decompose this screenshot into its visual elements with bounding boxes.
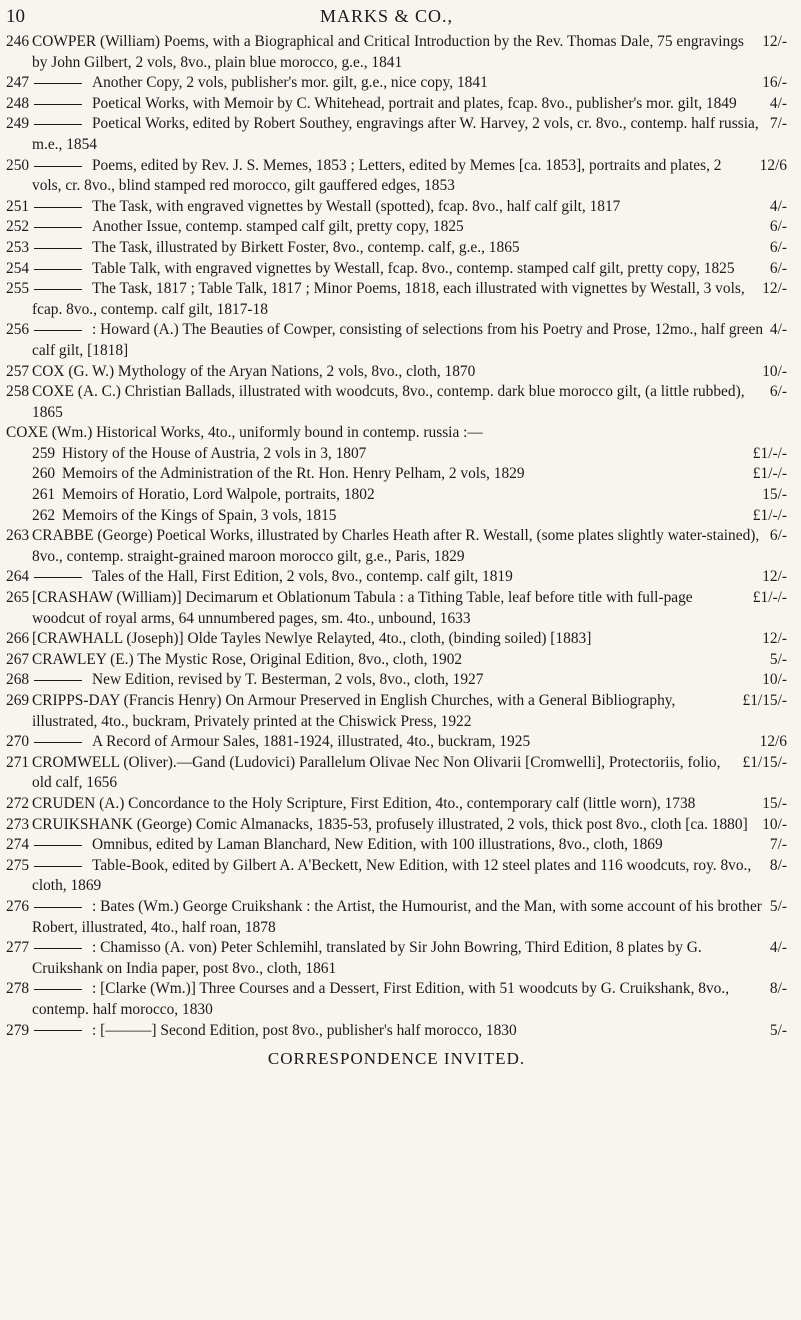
catalogue-entry bbox=[6, 382, 787, 423]
entry-number: 248 bbox=[6, 94, 30, 112]
ditto-rule bbox=[34, 248, 82, 249]
entry-number: 261 bbox=[32, 486, 56, 504]
entry-body bbox=[32, 815, 787, 836]
entry-body bbox=[32, 938, 787, 979]
entry-number: 260 bbox=[32, 465, 56, 483]
footer-note: CORRESPONDENCE INVITED. bbox=[267, 1049, 526, 1069]
entry-price: 15/- bbox=[762, 486, 787, 504]
entry-body bbox=[32, 691, 787, 732]
entry-price: 16/- bbox=[762, 74, 787, 92]
catalogue-entry bbox=[6, 938, 787, 979]
entry-body bbox=[32, 32, 787, 73]
entry-text: CRUIKSHANK (George) Comic Almanacks, 1835-53, profusely illustrated, 2 vols, thick post 8vo., cloth [ca. 1880] bbox=[32, 815, 748, 833]
entry-price: 12/- bbox=[762, 280, 787, 298]
catalogue-entry bbox=[6, 1021, 787, 1042]
entry-body bbox=[32, 526, 787, 567]
catalogue-entry bbox=[6, 73, 787, 94]
entry-text: Poems, edited by Rev. J. S. Memes, 1853 ; Letters, edited by Memes [ca. 1853], portraits and plates, 2 vols, cr. 8vo., blind stamped red morocco, gilt gauffered edges, 1853 bbox=[32, 156, 722, 195]
entry-price: 12/- bbox=[762, 630, 787, 648]
entry-number: 271 bbox=[6, 753, 30, 771]
entry-body bbox=[58, 464, 787, 485]
entry-body bbox=[32, 753, 787, 794]
entry-price: 6/- bbox=[769, 218, 787, 236]
catalogue-entry bbox=[6, 629, 787, 650]
catalogue-entry bbox=[6, 794, 787, 815]
entry-body bbox=[32, 670, 787, 691]
page-header bbox=[6, 6, 787, 30]
entry-price: 6/- bbox=[769, 527, 787, 545]
entry-text: CRABBE (George) Poetical Works, illustrated by Charles Heath after R. Westall, (some plates slightly water-stained), 8vo., contemp. straight-grained maroon morocco gilt, g.e., Paris, 1829 bbox=[32, 527, 760, 565]
entry-body bbox=[32, 94, 787, 115]
ditto-rule bbox=[34, 907, 82, 908]
entry-body bbox=[32, 835, 787, 856]
catalogue-entry bbox=[6, 114, 787, 155]
entry-price: 4/- bbox=[769, 197, 787, 215]
catalogue-entry bbox=[6, 650, 787, 671]
entry-number: 266 bbox=[6, 630, 30, 648]
entry-number: 272 bbox=[6, 794, 30, 812]
entry-number: 278 bbox=[6, 980, 30, 998]
catalogue-entry bbox=[6, 279, 787, 320]
entry-body bbox=[58, 485, 787, 506]
entry-text: CRAWLEY (E.) The Mystic Rose, Original Edition, 8vo., cloth, 1902 bbox=[32, 650, 463, 668]
entry-price: £1/15/- bbox=[742, 692, 787, 709]
ditto-rule bbox=[34, 269, 82, 270]
entry-body bbox=[32, 320, 787, 361]
entry-text: The Task, 1817 ; Table Talk, 1817 ; Minor Poems, 1818, each illustrated with vignettes by Westall, 3 vols, fcap. 8vo., contemp. calf gilt, 1817-18 bbox=[32, 280, 745, 318]
entry-body bbox=[32, 897, 787, 938]
entry-price: 15/- bbox=[762, 794, 787, 812]
catalogue-entry bbox=[6, 732, 787, 753]
catalogue-entry bbox=[6, 670, 787, 691]
entry-number: 259 bbox=[32, 444, 56, 462]
catalogue-entry bbox=[6, 362, 787, 383]
catalogue-entry bbox=[6, 856, 787, 897]
entry-text: Memoirs of the Administration of the Rt. Hon. Henry Pelham, 2 vols, 1829 bbox=[62, 465, 525, 483]
entry-text: : [———] Second Edition, post 8vo., publisher's half morocco, 1830 bbox=[92, 1021, 517, 1039]
catalogue-entry bbox=[6, 691, 787, 732]
entry-number: 265 bbox=[6, 589, 30, 607]
entry-body bbox=[32, 279, 787, 320]
ditto-rule bbox=[34, 866, 82, 867]
catalogue-entry bbox=[6, 506, 787, 527]
entry-number: 251 bbox=[6, 197, 30, 215]
entry-text: [CRASHAW (William)] Decimarum et Oblationum Tabula : a Tithing Table, leaf before title with full-page woodcut of royal arms, 64 unnumbered pages, sm. 4to., unbound, 1633 bbox=[32, 589, 693, 627]
entry-price: 12/6 bbox=[759, 156, 787, 174]
catalogue-entry bbox=[6, 217, 787, 238]
catalogue-entry bbox=[6, 238, 787, 259]
catalogue-entry bbox=[6, 94, 787, 115]
catalogue-entry bbox=[6, 897, 787, 938]
catalogue-entry bbox=[6, 485, 787, 506]
entry-price: 10/- bbox=[762, 815, 787, 833]
catalogue-entry bbox=[6, 423, 787, 444]
entry-price: 12/- bbox=[762, 568, 787, 586]
entry-body bbox=[58, 506, 787, 527]
entry-price: 7/- bbox=[769, 115, 787, 133]
entry-price: 6/- bbox=[769, 259, 787, 277]
entry-price: 12/6 bbox=[759, 733, 787, 751]
entry-text: COX (G. W.) Mythology of the Aryan Nations, 2 vols, 8vo., cloth, 1870 bbox=[32, 362, 476, 380]
entry-number: 254 bbox=[6, 259, 30, 277]
entry-number: 270 bbox=[6, 733, 30, 751]
entry-body bbox=[32, 650, 787, 671]
entry-text: Table-Book, edited by Gilbert A. A'Beckett, New Edition, with 12 steel plates and 116 woodcuts, roy. 8vo., cloth, 1869 bbox=[32, 856, 752, 895]
entry-body bbox=[32, 979, 787, 1020]
entry-body bbox=[32, 197, 787, 218]
entry-number: 269 bbox=[6, 692, 30, 709]
page-number: 10 bbox=[6, 6, 25, 27]
entry-price: 6/- bbox=[769, 383, 787, 401]
entry-body bbox=[32, 259, 787, 280]
entry-text: Tales of the Hall, First Edition, 2 vols, 8vo., contemp. calf gilt, 1819 bbox=[92, 568, 513, 586]
catalogue-entry bbox=[6, 753, 787, 794]
ditto-rule bbox=[34, 948, 82, 949]
entry-price: 8/- bbox=[769, 856, 787, 874]
entry-number: 246 bbox=[6, 33, 30, 50]
entry-body bbox=[32, 114, 787, 155]
entry-text: CROMWELL (Oliver).—Gand (Ludovici) Parallelum Olivae Nec Non Olivarii [Cromwelli], Protectoriis, folio, old calf, 1656 bbox=[32, 753, 721, 792]
entry-number: 258 bbox=[6, 383, 30, 401]
entry-price: £1/-/- bbox=[752, 589, 787, 607]
entry-body bbox=[32, 362, 787, 383]
entry-text: : [Clarke (Wm.)] Three Courses and a Dessert, First Edition, with 51 woodcuts by G. Cruikshank, 8vo., contemp. half morocco, 1830 bbox=[32, 980, 730, 1018]
entry-price: 8/- bbox=[769, 980, 787, 998]
ditto-rule bbox=[34, 845, 82, 846]
catalogue-entry bbox=[6, 156, 787, 197]
entry-number: 273 bbox=[6, 815, 30, 833]
entry-text: Omnibus, edited by Laman Blanchard, New Edition, with 100 illustrations, 8vo., cloth, 1869 bbox=[92, 836, 663, 854]
entry-body bbox=[32, 856, 787, 897]
catalogue-entry bbox=[6, 835, 787, 856]
catalogue-entry bbox=[6, 567, 787, 588]
ditto-rule bbox=[34, 1030, 82, 1031]
entry-text: CRUDEN (A.) Concordance to the Holy Scripture, First Edition, 4to., contemporary calf (little worn), 1738 bbox=[32, 794, 696, 812]
entry-body bbox=[32, 588, 787, 629]
ditto-rule bbox=[34, 289, 82, 290]
catalogue-entry bbox=[6, 259, 787, 280]
entry-number: 257 bbox=[6, 362, 30, 380]
entry-text: A Record of Armour Sales, 1881-1924, illustrated, 4to., buckram, 1925 bbox=[92, 733, 531, 751]
entry-number: 263 bbox=[6, 527, 30, 545]
entry-text: Another Issue, contemp. stamped calf gilt, pretty copy, 1825 bbox=[92, 218, 464, 236]
catalogue-entry bbox=[6, 815, 787, 836]
entry-price: 12/- bbox=[762, 33, 787, 50]
entry-text: : Howard (A.) The Beauties of Cowper, consisting of selections from his Poetry and Prose, 12mo., half green calf gilt, [1818] bbox=[32, 321, 764, 359]
entry-price: 10/- bbox=[762, 362, 787, 380]
entry-number: 262 bbox=[32, 506, 56, 524]
entry-body bbox=[32, 156, 787, 197]
entry-text: COXE (Wm.) Historical Works, 4to., uniformly bound in contemp. russia :— bbox=[6, 424, 483, 442]
catalogue-entry bbox=[6, 588, 787, 629]
entry-text: Poetical Works, edited by Robert Southey, engravings after W. Harvey, 2 vols, cr. 8vo., contemp. half russia, m.e., 1854 bbox=[32, 115, 759, 153]
entry-number: 255 bbox=[6, 280, 30, 298]
entry-number: 256 bbox=[6, 321, 30, 339]
ditto-rule bbox=[34, 166, 82, 167]
entry-price: £1/-/- bbox=[752, 444, 787, 462]
ditto-rule bbox=[34, 104, 82, 105]
entry-number: 277 bbox=[6, 939, 30, 957]
entry-price: 5/- bbox=[769, 650, 787, 668]
entry-body bbox=[32, 217, 787, 238]
entry-text: [CRAWHALL (Joseph)] Olde Tayles Newlye Relayted, 4to., cloth, (binding soiled) [1883] bbox=[32, 630, 592, 648]
ditto-rule bbox=[34, 124, 82, 125]
entry-text: Table Talk, with engraved vignettes by Westall, fcap. 8vo., contemp. stamped calf gilt, pretty copy, 1825 bbox=[92, 259, 735, 277]
entry-number: 274 bbox=[6, 836, 30, 854]
ditto-rule bbox=[34, 227, 82, 228]
entry-price: 7/- bbox=[769, 836, 787, 854]
entry-body bbox=[32, 73, 787, 94]
entry-price: 10/- bbox=[762, 671, 787, 689]
entry-text: CRIPPS-DAY (Francis Henry) On Armour Preserved in English Churches, with a General Bibliography, illustrated, 4to., buckram, Privately printed at the Chiswick Press, 1922 bbox=[32, 692, 676, 730]
entry-number: 268 bbox=[6, 671, 30, 689]
ditto-rule bbox=[34, 207, 82, 208]
entry-number: 252 bbox=[6, 218, 30, 236]
entry-body bbox=[6, 423, 787, 444]
entry-body bbox=[58, 444, 787, 465]
ditto-rule bbox=[34, 330, 82, 331]
entry-price: 4/- bbox=[769, 94, 787, 112]
entry-number: 276 bbox=[6, 897, 30, 915]
entry-price: 4/- bbox=[769, 939, 787, 957]
entry-text: New Edition, revised by T. Besterman, 2 vols, 8vo., cloth, 1927 bbox=[92, 671, 484, 689]
ditto-rule bbox=[34, 680, 82, 681]
entry-text: Poetical Works, with Memoir by C. Whitehead, portrait and plates, fcap. 8vo., publisher's mor. gilt, 1849 bbox=[92, 94, 737, 112]
entry-price: 5/- bbox=[769, 897, 787, 915]
catalogue-entry bbox=[6, 197, 787, 218]
entry-number: 249 bbox=[6, 115, 30, 133]
catalogue-entry bbox=[6, 526, 787, 567]
entry-number: 247 bbox=[6, 74, 30, 92]
catalogue-entry bbox=[6, 32, 787, 73]
ditto-rule bbox=[34, 83, 82, 84]
entry-body bbox=[32, 1021, 787, 1042]
ditto-rule bbox=[34, 742, 82, 743]
entry-body bbox=[32, 732, 787, 753]
entry-body bbox=[32, 382, 787, 423]
catalogue-entry bbox=[6, 320, 787, 361]
catalogue-entry bbox=[6, 444, 787, 465]
entry-text: COWPER (William) Poems, with a Biographical and Critical Introduction by the Rev. Thomas Dale, 75 engravings by John Gilbert, 2 vols, 8vo., plain blue morocco, g.e., 1841 bbox=[32, 33, 744, 71]
entry-number: 264 bbox=[6, 568, 30, 586]
entry-text: Memoirs of the Kings of Spain, 3 vols, 1815 bbox=[62, 506, 337, 524]
entry-number: 253 bbox=[6, 238, 30, 256]
entry-text: COXE (A. C.) Christian Ballads, illustrated with woodcuts, 8vo., contemp. dark blue morocco gilt, (a little rubbed), 1865 bbox=[32, 383, 745, 421]
entry-text: : Chamisso (A. von) Peter Schlemihl, translated by Sir John Bowring, Third Edition, 8 plates by G. Cruikshank on India paper, post 8vo., cloth, 1861 bbox=[32, 939, 702, 977]
entry-text: The Task, with engraved vignettes by Westall (spotted), fcap. 8vo., half calf gilt, 1817 bbox=[92, 197, 621, 215]
entry-body bbox=[32, 794, 787, 815]
ditto-rule bbox=[34, 577, 82, 578]
entry-price: 6/- bbox=[769, 238, 787, 256]
entry-text: Another Copy, 2 vols, publisher's mor. gilt, g.e., nice copy, 1841 bbox=[92, 74, 488, 92]
entry-body bbox=[32, 567, 787, 588]
entry-number: 275 bbox=[6, 856, 30, 874]
entry-body bbox=[32, 238, 787, 259]
entry-text: : Bates (Wm.) George Cruikshank : the Artist, the Humourist, and the Man, with some account of his brother Robert, illustrated, 4to., half roan, 1878 bbox=[32, 897, 762, 936]
ditto-rule bbox=[34, 989, 82, 990]
entry-number: 267 bbox=[6, 650, 30, 668]
entry-price: £1/-/- bbox=[752, 465, 787, 483]
entry-list bbox=[6, 32, 787, 1041]
entry-body bbox=[32, 629, 787, 650]
entry-price: 5/- bbox=[769, 1021, 787, 1039]
entry-price: £1/-/- bbox=[752, 506, 787, 524]
entry-number: 279 bbox=[6, 1021, 30, 1039]
entry-price: £1/15/- bbox=[742, 753, 787, 771]
catalogue-entry bbox=[6, 979, 787, 1020]
page-title: MARKS & CO., bbox=[319, 6, 454, 26]
catalogue-entry bbox=[6, 464, 787, 485]
entry-price: 4/- bbox=[769, 321, 787, 339]
entry-number: 250 bbox=[6, 156, 30, 174]
entry-text: The Task, illustrated by Birkett Foster, 8vo., contemp. calf, g.e., 1865 bbox=[92, 238, 520, 256]
entry-text: History of the House of Austria, 2 vols in 3, 1807 bbox=[62, 444, 367, 462]
entry-text: Memoirs of Horatio, Lord Walpole, portraits, 1802 bbox=[62, 486, 375, 504]
